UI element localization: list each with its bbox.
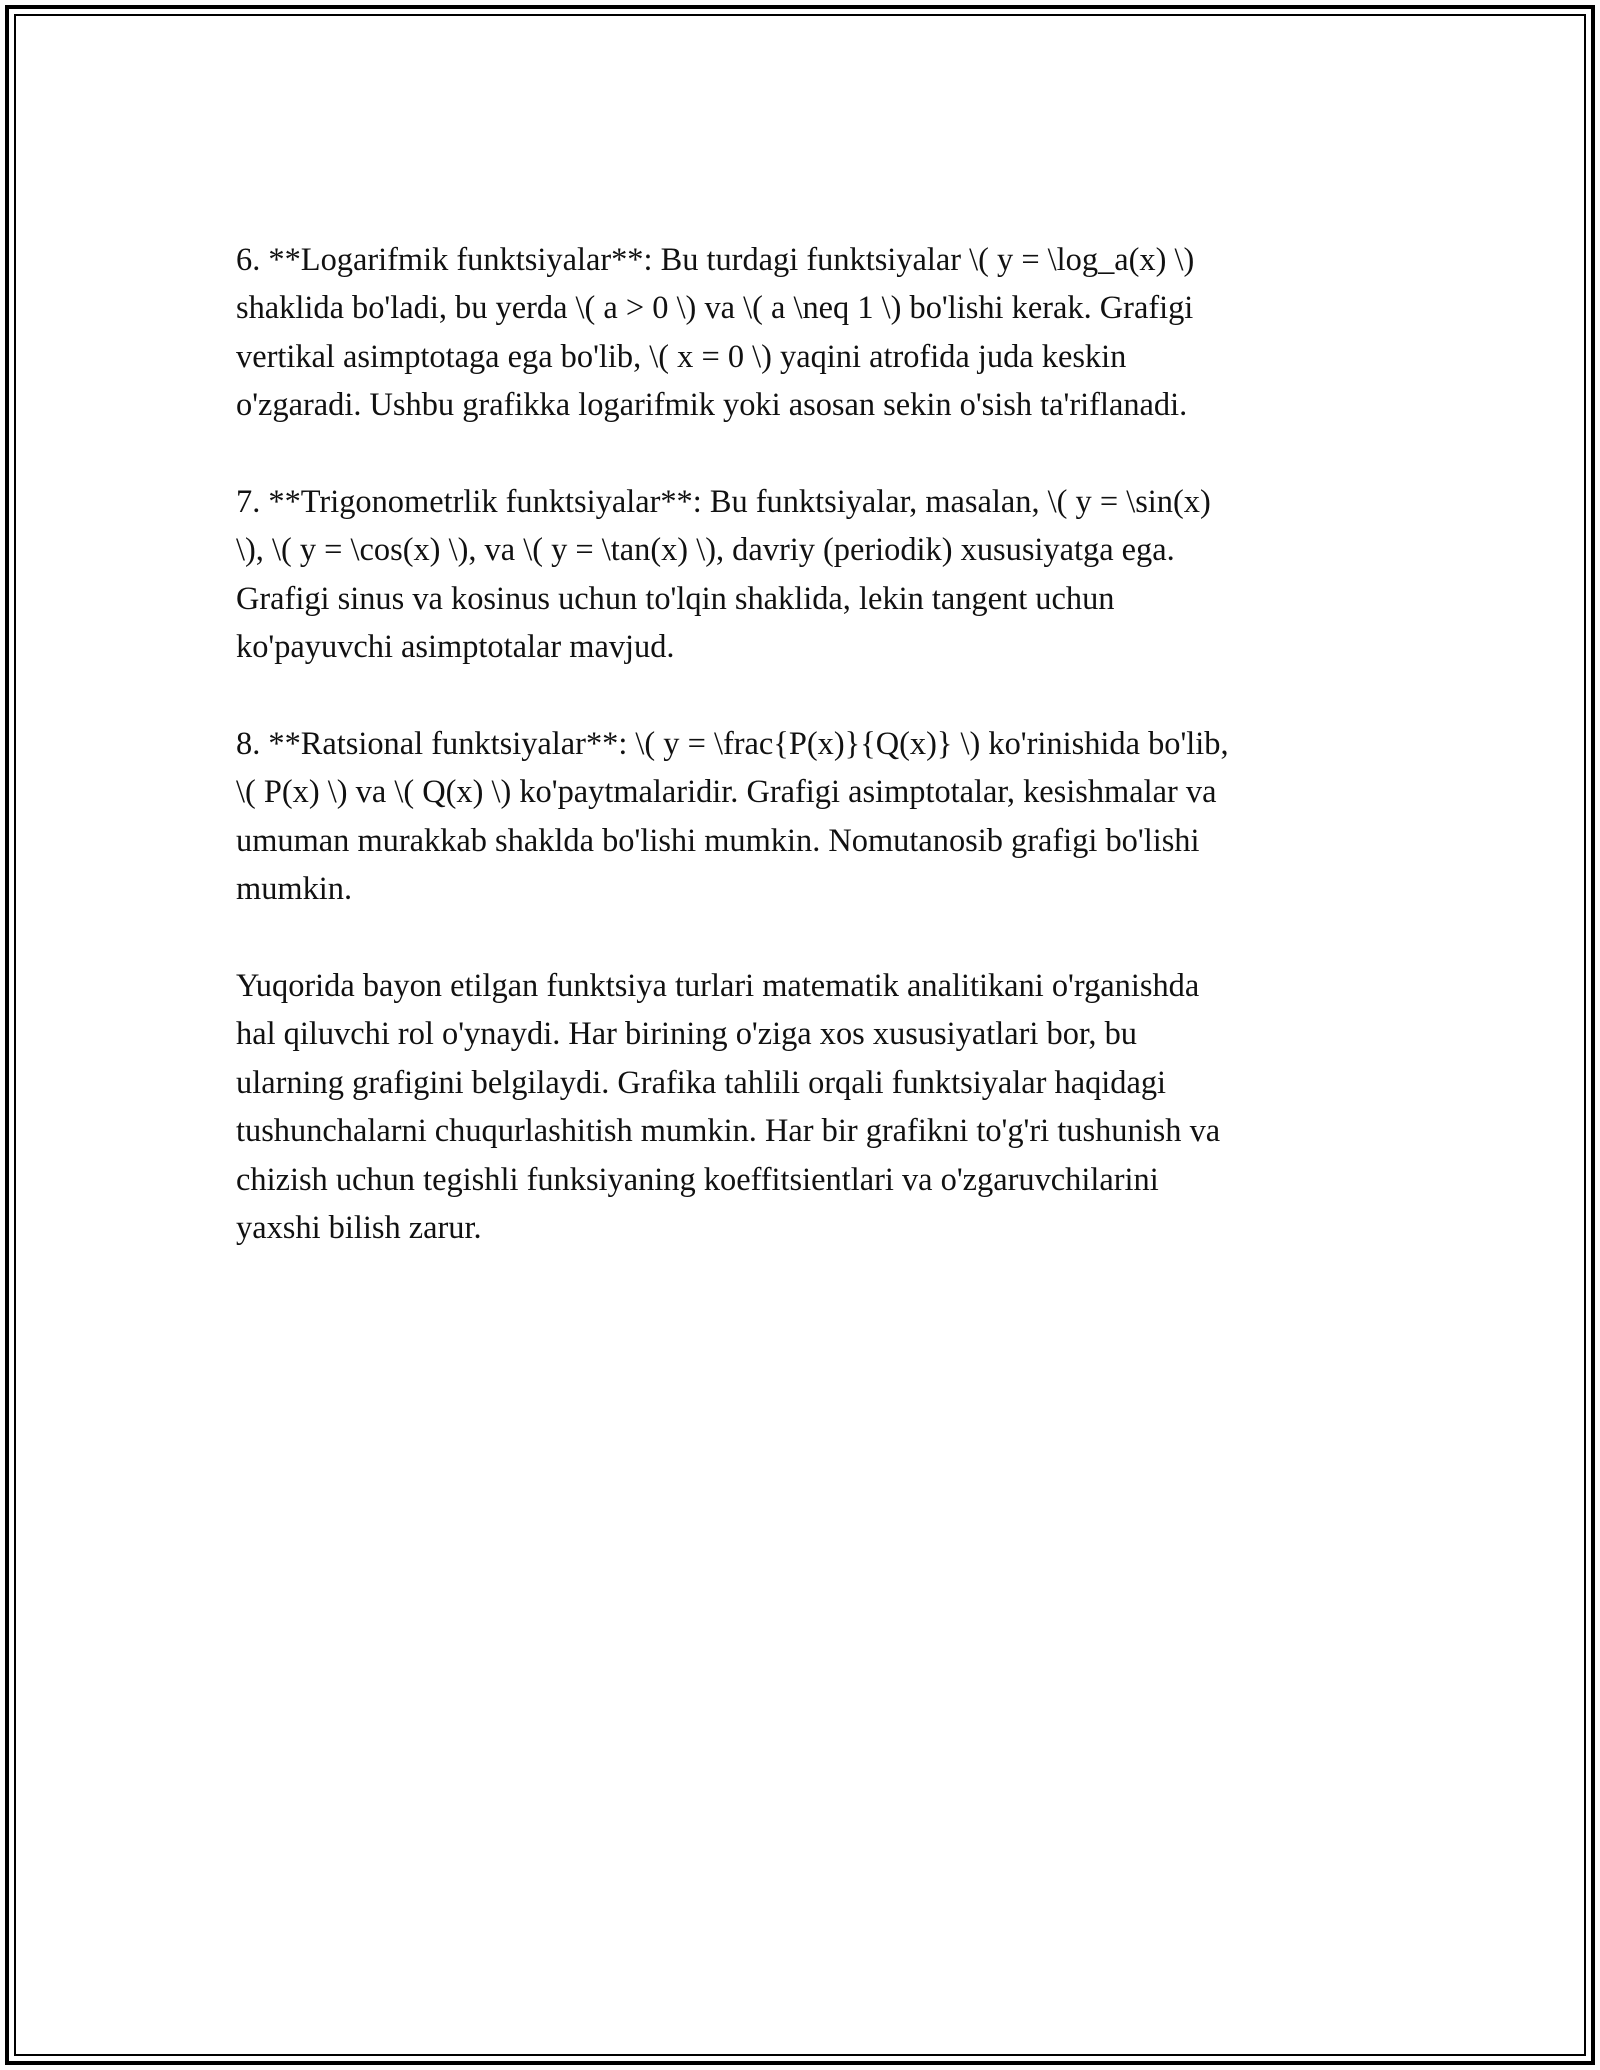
paragraph-conclusion: Yuqorida bayon etilgan funktsiya turlari matematik analitikani o'rganishda hal qiluvchi rol o'ynaydi. Har birining o'ziga xos xususiyatlari bor, bu ularning grafigini belgilaydi. Grafika tahlili orqali funktsiyalar haqidagi tushunchalarni chuqurlashitish mumkin. Har bir grafikni to'g'ri tushunish va chizish uchun tegishli funksiyaning koeffitsientlari va o'zgaruvchilarini yaxshi bilish zarur.	[236, 968, 1221, 1247]
paragraph-trigonometric-functions: 7. **Trigonometrlik funktsiyalar**: Bu funktsiyalar, masalan, \( y = \sin(x) \), \( y = \cos(x) \), va \( y = \tan(x) \), davriy (periodik) xususiyatga ega. Grafigi sinus va kosinus uchun to'lqin shaklida, lekin tangent uchun ko'payuvchi asimptotalar mavjud.	[236, 484, 1211, 666]
document-body	[236, 236, 1366, 1301]
paragraph-rational-functions: 8. **Ratsional funktsiyalar**: \( y = \frac{P(x)}{Q(x)} \) ko'rinishida bo'lib, \( P(x) \) va \( Q(x) \) ko'paytmalaridir. Grafigi asimptotalar, kesishmalar va umuman murakkab shaklda bo'lishi mumkin. Nomutanosib grafigi bo'lishi mumkin.	[236, 726, 1229, 908]
paragraph-logarithmic-functions: 6. **Logarifmik funktsiyalar**: Bu turdagi funktsiyalar \( y = \log_a(x) \) shaklida bo'ladi, bu yerda \( a > 0 \) va \( a \neq 1 \) bo'lishi kerak. Grafigi vertikal asimptotaga ega bo'lib, \( x = 0 \) yaqini atrofida juda keskin o'zgaradi. Ushbu grafikka logarifmik yoki asosan sekin o'sish ta'riflanadi.	[236, 242, 1195, 424]
